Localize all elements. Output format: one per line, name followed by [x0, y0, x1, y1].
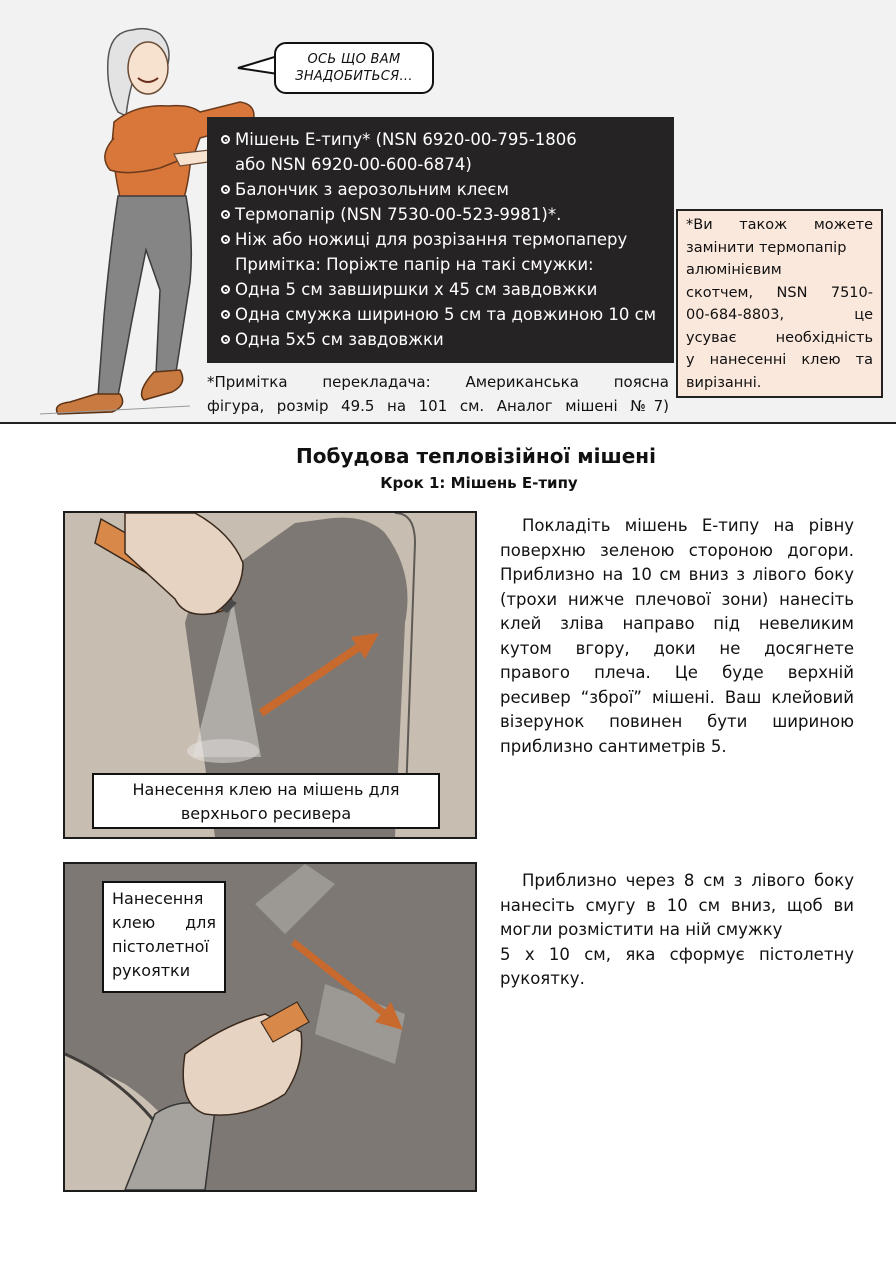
- list-item: Ніж або ножиці для розрізання термопаперу: [221, 227, 666, 252]
- paragraph-line: кутом вгору, доки не досягнете: [500, 638, 854, 658]
- paragraph-line: Приблизно на 10 см вниз з лівого боку: [500, 565, 854, 584]
- paragraph-line: Приблизно через 8 см з лівого боку: [522, 871, 854, 890]
- hand-with-spray-can-icon: [95, 513, 243, 614]
- bullet-icon: [221, 285, 230, 294]
- instruction-paragraph-2: [500, 869, 854, 992]
- speech-bubble-tail: [236, 54, 278, 78]
- materials-list: [207, 117, 674, 363]
- side-note-line: скотчем, NSN 7510-: [686, 284, 873, 301]
- bullet-icon: [221, 235, 230, 244]
- side-note: [676, 209, 883, 398]
- list-item: Одна 5х5 см завдовжки: [221, 327, 666, 352]
- bullet-icon: [221, 335, 230, 344]
- paragraph-line: рукоятку.: [500, 969, 585, 988]
- side-note-line: усуває необхідність: [686, 329, 873, 346]
- step-title: Крок 1: Мішень Е-типу: [380, 474, 578, 492]
- translator-note: [207, 370, 669, 418]
- list-item: Одна 5 см завширшки х 45 см завдовжки: [221, 277, 666, 302]
- caption-line: верхнього ресивера: [180, 804, 352, 823]
- panel-2-caption: [102, 881, 226, 993]
- side-note-line: вирізанні.: [686, 374, 762, 391]
- side-note-line: замінити термопапір: [686, 239, 847, 256]
- list-item: Балончик з аерозольним клеєм: [221, 177, 666, 202]
- list-item: Мішень Е-типу* (NSN 6920-00-795-1806: [221, 127, 666, 152]
- paragraph-line: правого плеча. Це буде верхній: [500, 663, 854, 682]
- caption-line: Нанесення: [112, 889, 204, 908]
- caption-line: клею для: [112, 913, 216, 932]
- paragraph-line: ресивер “зброї” мішені. Ваш клейовий: [500, 687, 854, 707]
- paragraph-line: Покладіть мішень Е-типу на рівну: [522, 516, 854, 535]
- bullet-icon: [221, 185, 230, 194]
- paragraph-line: могли розмістити на ній смужку: [500, 920, 783, 939]
- caption-line: рукоятки: [112, 961, 191, 980]
- side-note-line: у нанесенні клею та: [686, 352, 873, 368]
- paragraph-line: приблизно сантиметрів 5.: [500, 736, 727, 756]
- instruction-paragraph-1: [500, 514, 854, 759]
- speech-bubble: [274, 42, 434, 94]
- bullet-icon: [221, 310, 230, 319]
- paragraph-line: клей зліва направо під невеликим: [500, 614, 854, 633]
- caption-line: пістолетної: [112, 937, 209, 956]
- bubble-line: ЗНАДОБИТЬСЯ...: [295, 69, 413, 84]
- side-note-line: 00-684-8803, це: [686, 307, 873, 323]
- bullet-icon: [221, 135, 230, 144]
- caption-line: Нанесення клею на мішень для: [132, 780, 400, 799]
- list-item: Термопапір (NSN 7530-00-523-9981)*.: [221, 202, 666, 227]
- bubble-line: ОСЬ ЩО ВАМ: [307, 52, 401, 67]
- side-note-line: *Ви також можете: [686, 217, 873, 233]
- side-note-line: алюмінієвим: [686, 262, 782, 278]
- note-line: *Примітка перекладача: Американська поясна: [207, 373, 669, 391]
- bullet-icon: [221, 210, 230, 219]
- section-title: Побудова тепловізійної мішені: [296, 444, 656, 468]
- paragraph-line: нанесіть смугу в 10 см вниз, щоб ви: [500, 895, 854, 915]
- paragraph-line: поверхню зеленою стороною догори.: [500, 540, 854, 560]
- list-item: Примітка: Поріжте папір на такі смужки:: [235, 255, 594, 274]
- paragraph-line: 5 х 10 см, яка сформує пістолетну: [500, 944, 854, 964]
- list-item: Одна смужка шириною 5 см та довжиною 10 см: [221, 302, 666, 327]
- note-line: фігура, розмір 49.5 на 101 см. Аналог мішені №7): [207, 397, 669, 415]
- list-item: або NSN 6920-00-600-6874): [235, 155, 472, 174]
- paragraph-line: візерунок повинен бути шириною: [500, 712, 854, 731]
- panel-1-caption: [92, 773, 440, 829]
- section-divider: [0, 422, 896, 424]
- paragraph-line: (трохи нижче плечової зони) нанесіть: [500, 589, 854, 609]
